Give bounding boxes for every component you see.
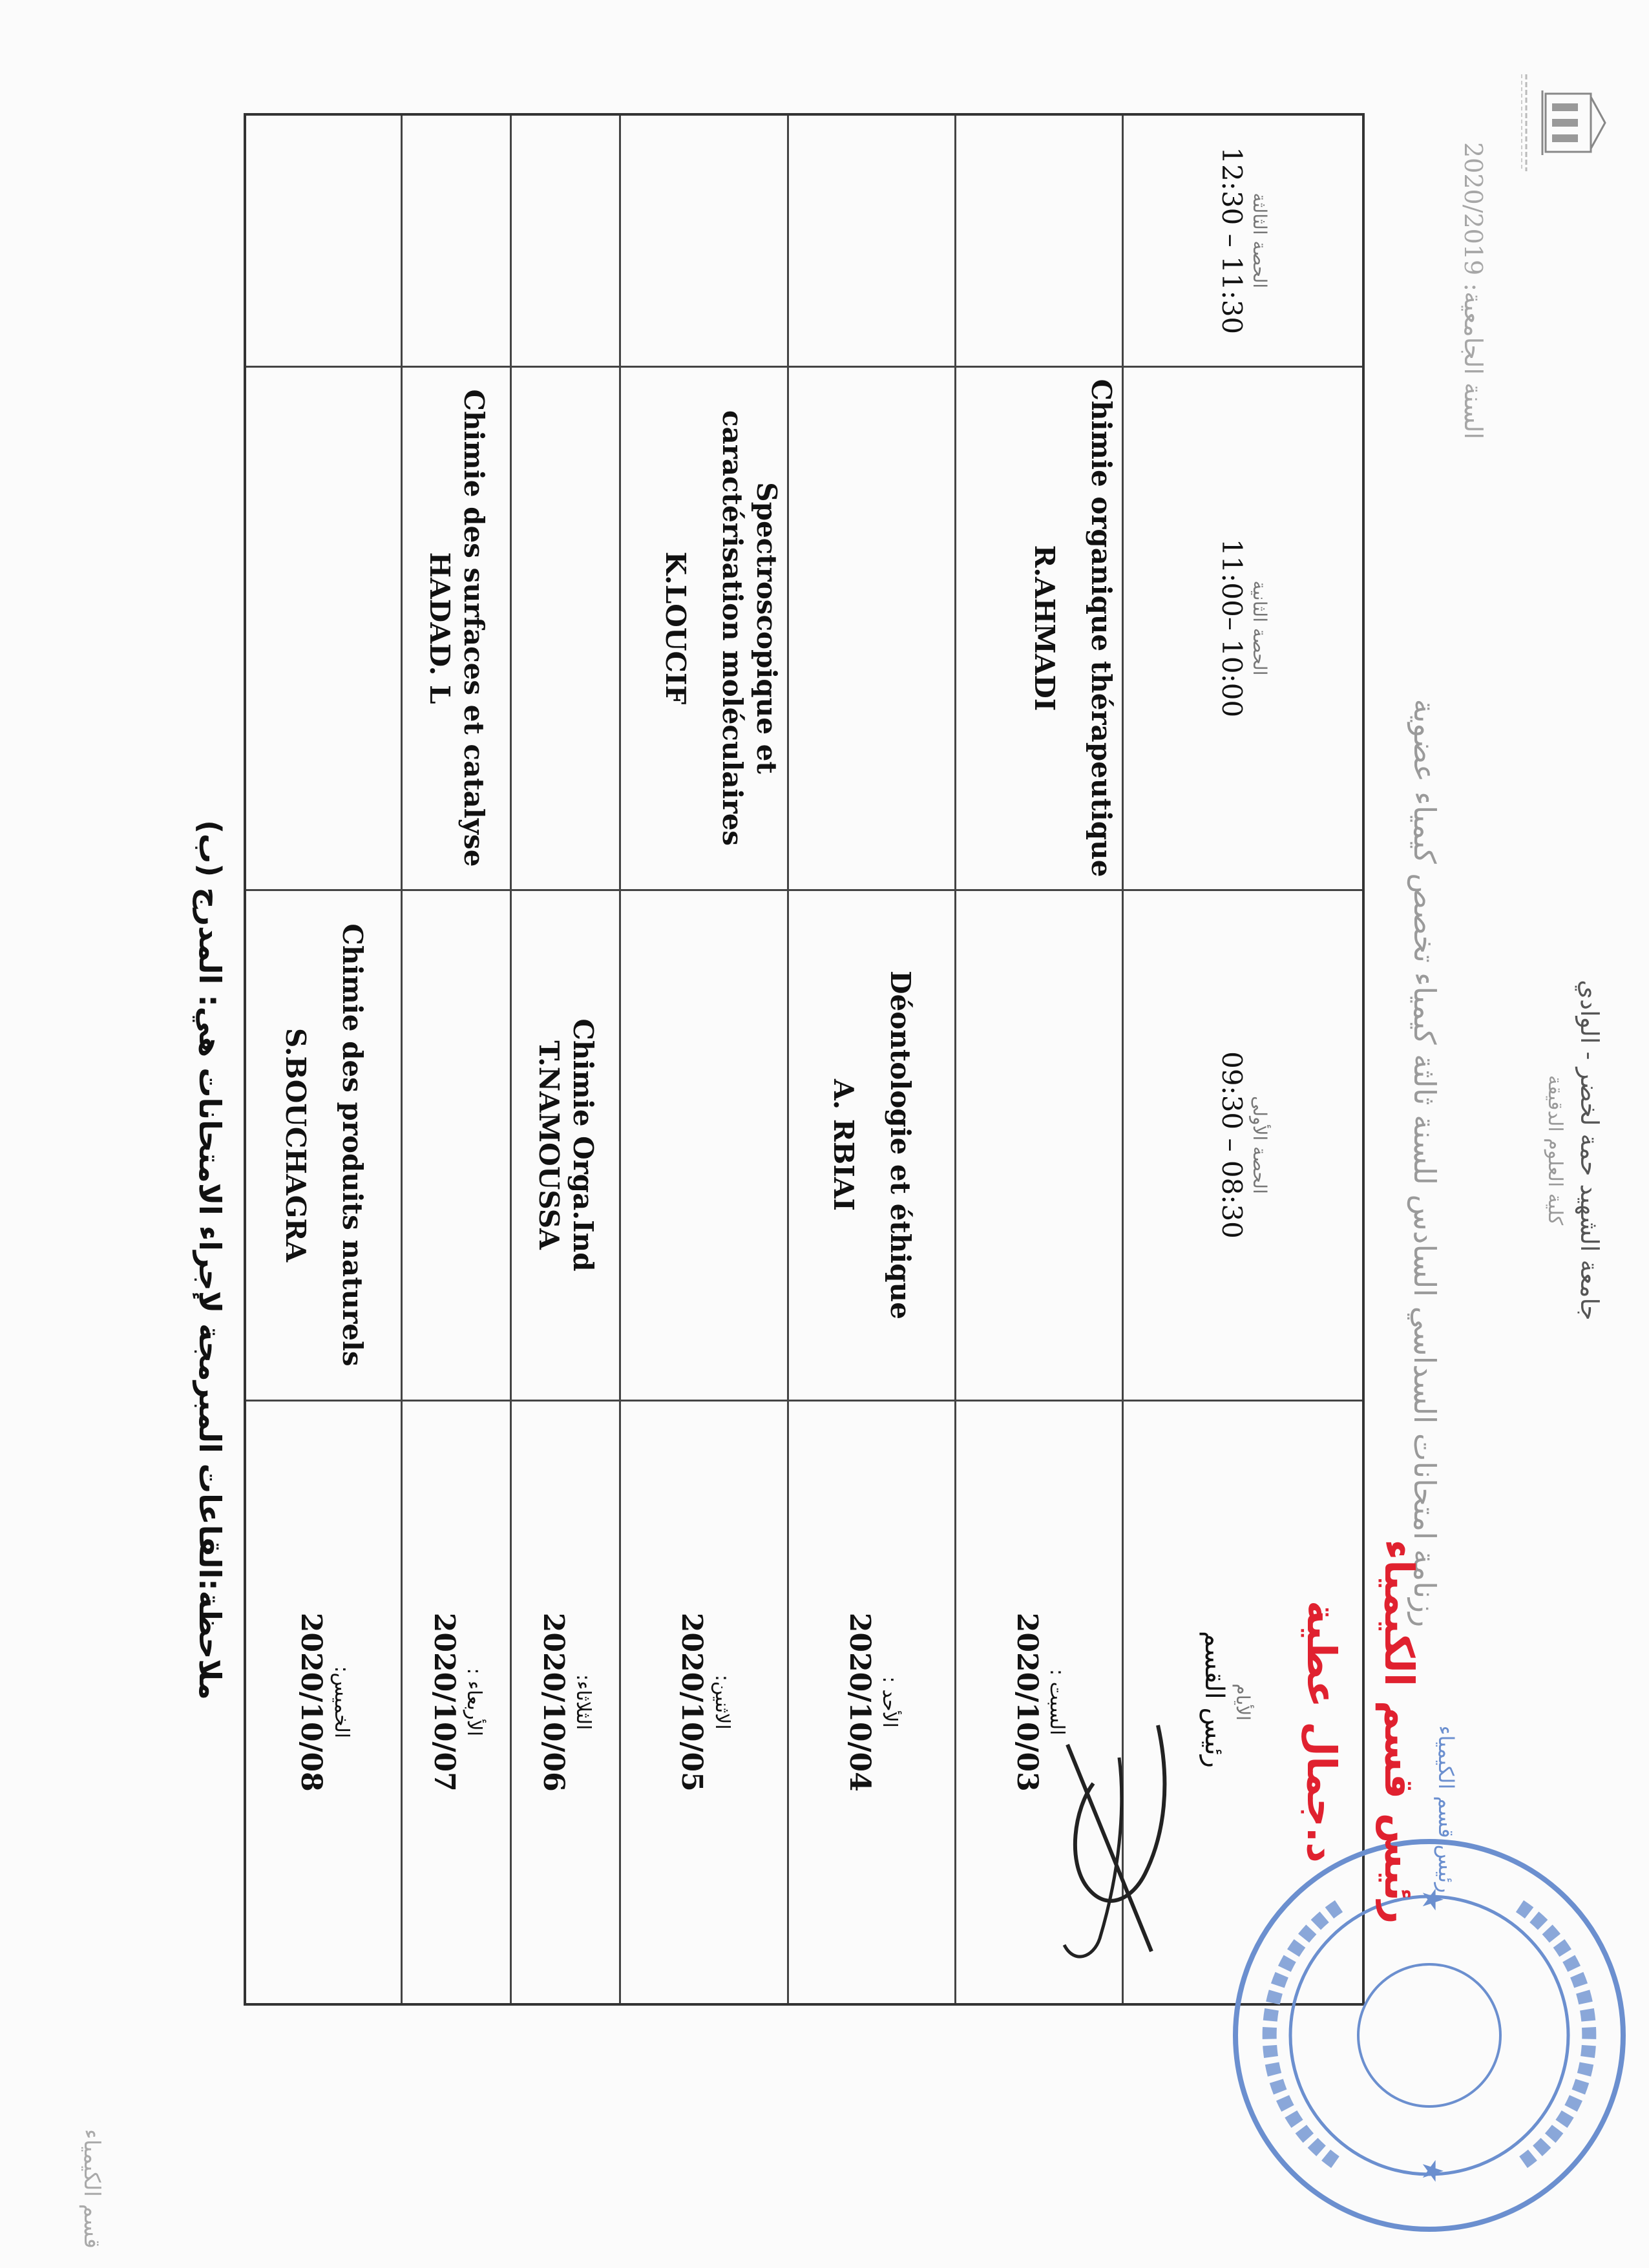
day-name: الخميس: (330, 1666, 353, 1739)
row0-slot3 (956, 114, 1123, 366)
row5-day (245, 1400, 402, 2004)
row2-day (620, 1400, 788, 2004)
slot1-time: 09:30 – 08:30 (1216, 1051, 1248, 1239)
professor-name: S.BOUCHAGRA (279, 1027, 311, 1262)
exam-rooms-note: ملاحظة:القاعات المبرمجة لإجراء الامتحانات هي: المدرج (ب) (193, 820, 227, 1700)
official-stamp-icon (1223, 1829, 1636, 2242)
professor-name: K.LOUCIF (659, 551, 691, 705)
professor-name: HADAD. L (424, 552, 456, 704)
day-date: 2020/10/06 (536, 1612, 570, 1792)
days-label: الأيام (1232, 1683, 1254, 1721)
day-name: الاثنين: (710, 1674, 733, 1730)
university-name: جامعة الشهيد حمة لخضر - الوادي (1575, 980, 1604, 1321)
row4-slot3 (402, 114, 511, 366)
course-name: Chimie des surfaces et catalyse (457, 389, 490, 867)
row5-slot3 (245, 114, 402, 366)
department-head-label: رئيس القسم (1199, 1630, 1229, 1769)
header-slot1 (1123, 890, 1363, 1400)
course-name: Chimie Orga.Ind (567, 1018, 599, 1272)
faculty-name: كلية العلوم الدقيقة (1544, 1075, 1566, 1226)
row4-slot2 (402, 366, 511, 890)
row2-slot3 (620, 114, 788, 366)
day-date: 2020/10/07 (427, 1612, 461, 1792)
row1-slot1 (788, 890, 955, 1400)
course-name: Spectroscopique et caractérisation moléculaires (717, 410, 782, 846)
course-name: Chimie organique thérapeutique (1086, 379, 1118, 877)
svg-text:★: ★ (1416, 1887, 1449, 1913)
row4-slot1 (402, 890, 511, 1400)
row3-slot1 (511, 890, 620, 1400)
row2-slot2 (620, 366, 788, 890)
professor-name: T.NAMOUSSA (533, 1040, 565, 1250)
academic-year: السنة الجامعية: 2020/2019 (1459, 142, 1487, 439)
table-row (245, 114, 402, 2004)
day-name: الأحد : (878, 1676, 901, 1728)
row5-slot2 (245, 366, 402, 890)
day-date: 2020/10/03 (1010, 1612, 1044, 1792)
day-name: السبت : (1045, 1669, 1069, 1736)
day-date: 2020/10/08 (295, 1612, 328, 1792)
logo-caption-lines (1519, 71, 1529, 174)
day-date: 2020/10/04 (843, 1612, 876, 1792)
course-name: Chimie des produits naturels (337, 923, 369, 1367)
slot1-name: الحصة الأولى (1249, 1096, 1271, 1194)
slot3-name: الحصة الثالثة (1249, 193, 1271, 289)
row1-slot3 (788, 114, 955, 366)
course-name: Déontologie et éthique (885, 971, 917, 1319)
row2-slot1 (620, 890, 788, 1400)
department-head-name: د.جمال عطية (1298, 1601, 1345, 1863)
table-row (788, 114, 955, 2004)
professor-name: R.AHMADI (1028, 545, 1060, 711)
row3-slot3 (511, 114, 620, 366)
day-date: 2020/10/05 (675, 1612, 709, 1792)
slot2-name: الحصة الثانية (1249, 580, 1271, 676)
row3-day (511, 1400, 620, 2004)
table-row (511, 114, 620, 2004)
table-row (620, 114, 788, 2004)
department-head-title: رئيس قسم الكيمياء (1376, 1539, 1423, 1924)
header-slot2 (1123, 366, 1363, 890)
table-row (402, 114, 511, 2004)
svg-text:★: ★ (1416, 2158, 1449, 2184)
row4-day (402, 1400, 511, 2004)
slot3-time: 12:30 – 11:30 (1216, 147, 1248, 335)
row1-day (788, 1400, 955, 2004)
page-title: رزنامة امتحانات السداسي السادس للسنة ثالثة كيمياء تخصص كيمياء عضوية (1407, 698, 1442, 1628)
row0-slot1 (956, 890, 1123, 1400)
university-logo-icon (1533, 84, 1610, 162)
header-slot3 (1123, 114, 1363, 366)
department-name: قسم الكيمياء (79, 2128, 105, 2249)
row1-slot2 (788, 366, 955, 890)
stamp-center-text: رئيس قسم الكيمياء (1434, 1725, 1458, 1893)
row5-slot1 (245, 890, 402, 1400)
handwritten-signature-icon (1042, 1706, 1197, 1977)
slot2-time: 11:00– 10:00 (1216, 538, 1248, 718)
row3-slot2 (511, 366, 620, 890)
day-name: الأربعاء : (463, 1668, 486, 1737)
day-name: الثلاثاء: (572, 1674, 595, 1730)
professor-name: A. RBIAI (827, 1078, 859, 1212)
row0-slot2 (956, 366, 1123, 890)
